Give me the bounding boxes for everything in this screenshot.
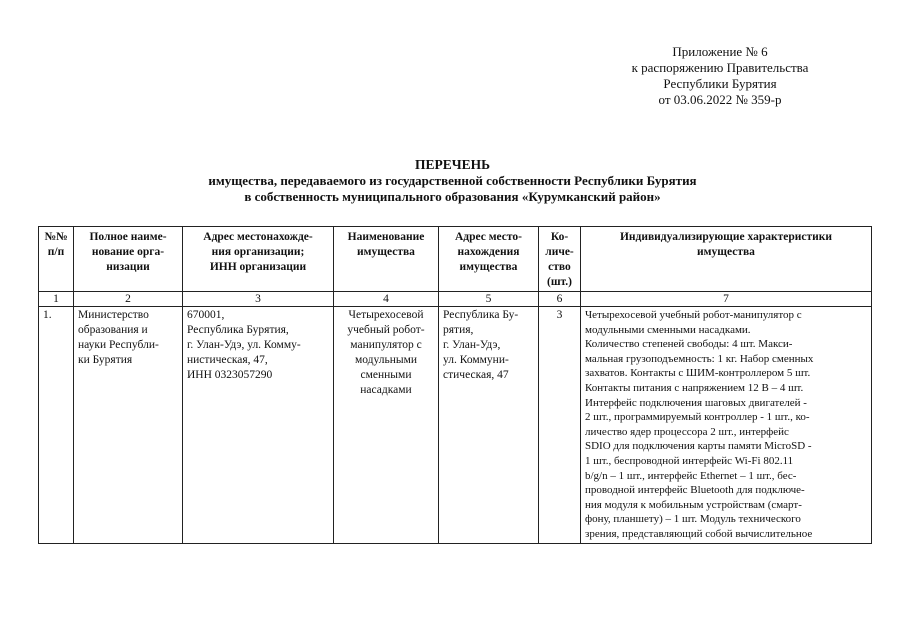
column-number: 2 xyxy=(74,292,183,307)
row-characteristics: Четырехосевой учебный робот-манипулятор с модульными сменными насадками. Количество степеней свободы: 4 шт. Макси- мальная грузоподъемность: 1 кг. Набор сменных захватов. Контакты с ШИМ-контроллером 5 шт. Контакты питания с напряжением 12 В – 4 шт. Интерфейс подключения шаговых двигателей - 2 шт., программируемый контроллер - 1 шт., ко- личество ядер процессора 2 шт., интерфейс SDIO для подключения карты памяти MicroSD - 1 шт., беспроводной интерфейс Wi-Fi 802.11 b/g/n – 1 шт., интерфейс Ethernet – 1 шт., бес- проводной интерфейс Bluetooth для подключе- ния модуля к мобильным устройствам (смарт- фону, планшету) – 1 шт. Модуль технического зрения, представляющий собой вычислительное xyxy=(581,307,872,544)
title-main: ПЕРЕЧЕНЬ xyxy=(414,157,491,172)
header-org-address: Адрес местонахожде- ния организации; ИНН организации xyxy=(183,227,334,292)
column-number-row xyxy=(39,292,872,307)
column-number: 7 xyxy=(581,292,872,307)
table-row xyxy=(39,307,872,544)
title-sub-2: в собственность муниципального образования «Курумканский район» xyxy=(244,189,661,204)
header-qty: Ко- личе- ство (шт.) xyxy=(539,227,581,292)
row-org: Министерство образования и науки Республи- ки Бурятия xyxy=(74,307,183,544)
row-num: 1. xyxy=(39,307,74,544)
title-sub-1: имущества, передаваемого из государственной собственности Республики Бурятия xyxy=(208,173,697,188)
appendix-ref: к распоряжению Правительства xyxy=(631,60,809,75)
header-org: Полное наиме- нование орга- низации xyxy=(74,227,183,292)
column-number: 5 xyxy=(439,292,539,307)
column-number: 3 xyxy=(183,292,334,307)
header-item-name: Наименование имущества xyxy=(334,227,439,292)
appendix-number: Приложение № 6 xyxy=(672,44,768,59)
column-number: 4 xyxy=(334,292,439,307)
row-item-address: Республика Бу- рятия, г. Улан-Удэ, ул. Коммуни- стическая, 47 xyxy=(439,307,539,544)
header-characteristics: Индивидуализирующие характеристики имущества xyxy=(581,227,872,292)
column-number: 6 xyxy=(539,292,581,307)
appendix-header xyxy=(560,44,880,108)
column-number: 1 xyxy=(39,292,74,307)
property-table xyxy=(38,226,872,544)
header-item-address: Адрес место- нахождения имущества xyxy=(439,227,539,292)
row-qty: 3 xyxy=(539,307,581,544)
header-num: №№ п/п xyxy=(39,227,74,292)
header-row xyxy=(39,227,872,292)
row-org-address: 670001, Республика Бурятия, г. Улан-Удэ, ул. Комму- нистическая, 47, ИНН 0323057290 xyxy=(183,307,334,544)
appendix-date: от 03.06.2022 № 359-р xyxy=(658,92,782,107)
row-item-name: Четырехосевой учебный робот- манипулятор с модульными сменными насадками xyxy=(334,307,439,544)
appendix-republic: Республики Бурятия xyxy=(663,76,777,91)
document-title xyxy=(0,156,905,205)
